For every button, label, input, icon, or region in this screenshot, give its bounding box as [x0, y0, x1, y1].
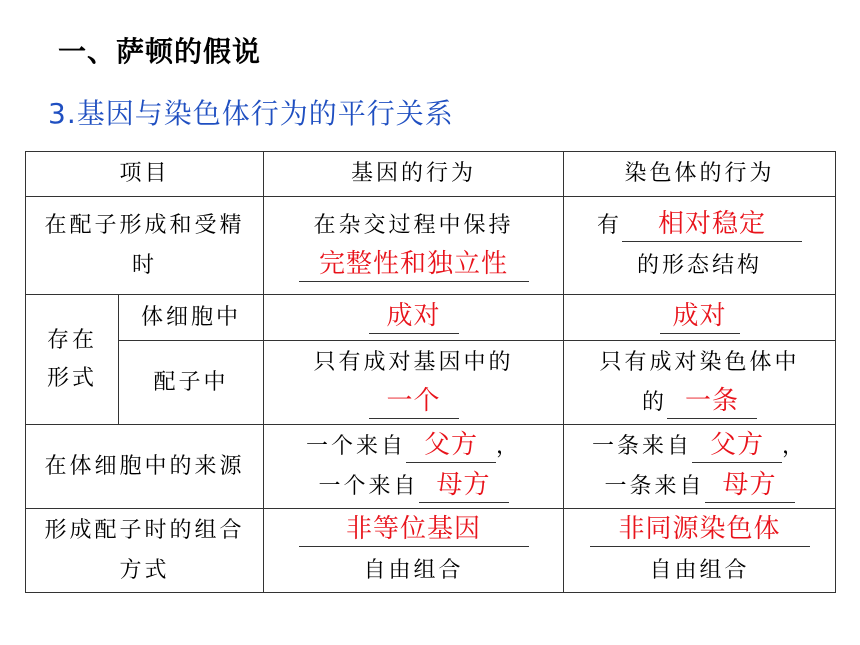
chromosome-cell	[564, 295, 836, 341]
row-label-gamete-fertilization: 在配子形成和受精时	[26, 197, 264, 295]
header-gene-behavior: 基因的行为	[264, 152, 564, 197]
table-row	[26, 197, 836, 295]
table-row	[26, 425, 836, 509]
answer-blank: 父方	[406, 428, 496, 463]
answer-blank: 相对稳定	[622, 207, 802, 242]
answer-blank: 非同源染色体	[590, 512, 810, 547]
sub-label-somatic-cell: 体细胞中	[119, 295, 264, 341]
answer-blank: 成对	[369, 299, 459, 334]
chromosome-cell: 非同源染色体 自由组合	[564, 509, 836, 593]
chromosome-cell: 一条来自 父方 ， 一条来自 母方	[564, 425, 836, 509]
row-label-existence-form: 存在形式	[26, 295, 119, 425]
gene-cell: 在杂交过程中保持 完整性和独立性	[264, 197, 564, 295]
gene-cell	[264, 295, 564, 341]
sub-label-gamete: 配子中	[119, 341, 264, 425]
table-row	[26, 295, 836, 341]
table-header-row	[26, 152, 836, 197]
answer-blank: 父方	[692, 428, 782, 463]
chromosome-cell: 有 相对稳定 的形态结构	[564, 197, 836, 295]
row-label-origin: 在体细胞中的来源	[26, 425, 264, 509]
answer-blank: 一条	[667, 384, 757, 419]
table-row	[26, 341, 836, 425]
answer-blank: 母方	[419, 468, 509, 503]
gene-cell: 非等位基因 自由组合	[264, 509, 564, 593]
comparison-table	[25, 151, 836, 593]
chromosome-cell: 只有成对染色体中 的 一条	[564, 341, 836, 425]
gene-cell: 只有成对基因中的 一个	[264, 341, 564, 425]
answer-blank: 成对	[660, 299, 740, 334]
answer-blank: 一个	[369, 384, 459, 419]
row-label-combination: 形成配子时的组合方式	[26, 509, 264, 593]
answer-blank: 母方	[705, 468, 795, 503]
answer-blank: 完整性和独立性	[299, 247, 529, 282]
gene-cell: 一个来自 父方 ， 一个来自 母方	[264, 425, 564, 509]
table-row	[26, 509, 836, 593]
section-subheading: 3.基因与染色体行为的平行关系	[48, 97, 454, 130]
answer-blank: 非等位基因	[299, 512, 529, 547]
header-chromosome-behavior: 染色体的行为	[564, 152, 836, 197]
header-item: 项目	[26, 152, 264, 197]
section-heading: 一、萨顿的假说	[58, 35, 262, 68]
